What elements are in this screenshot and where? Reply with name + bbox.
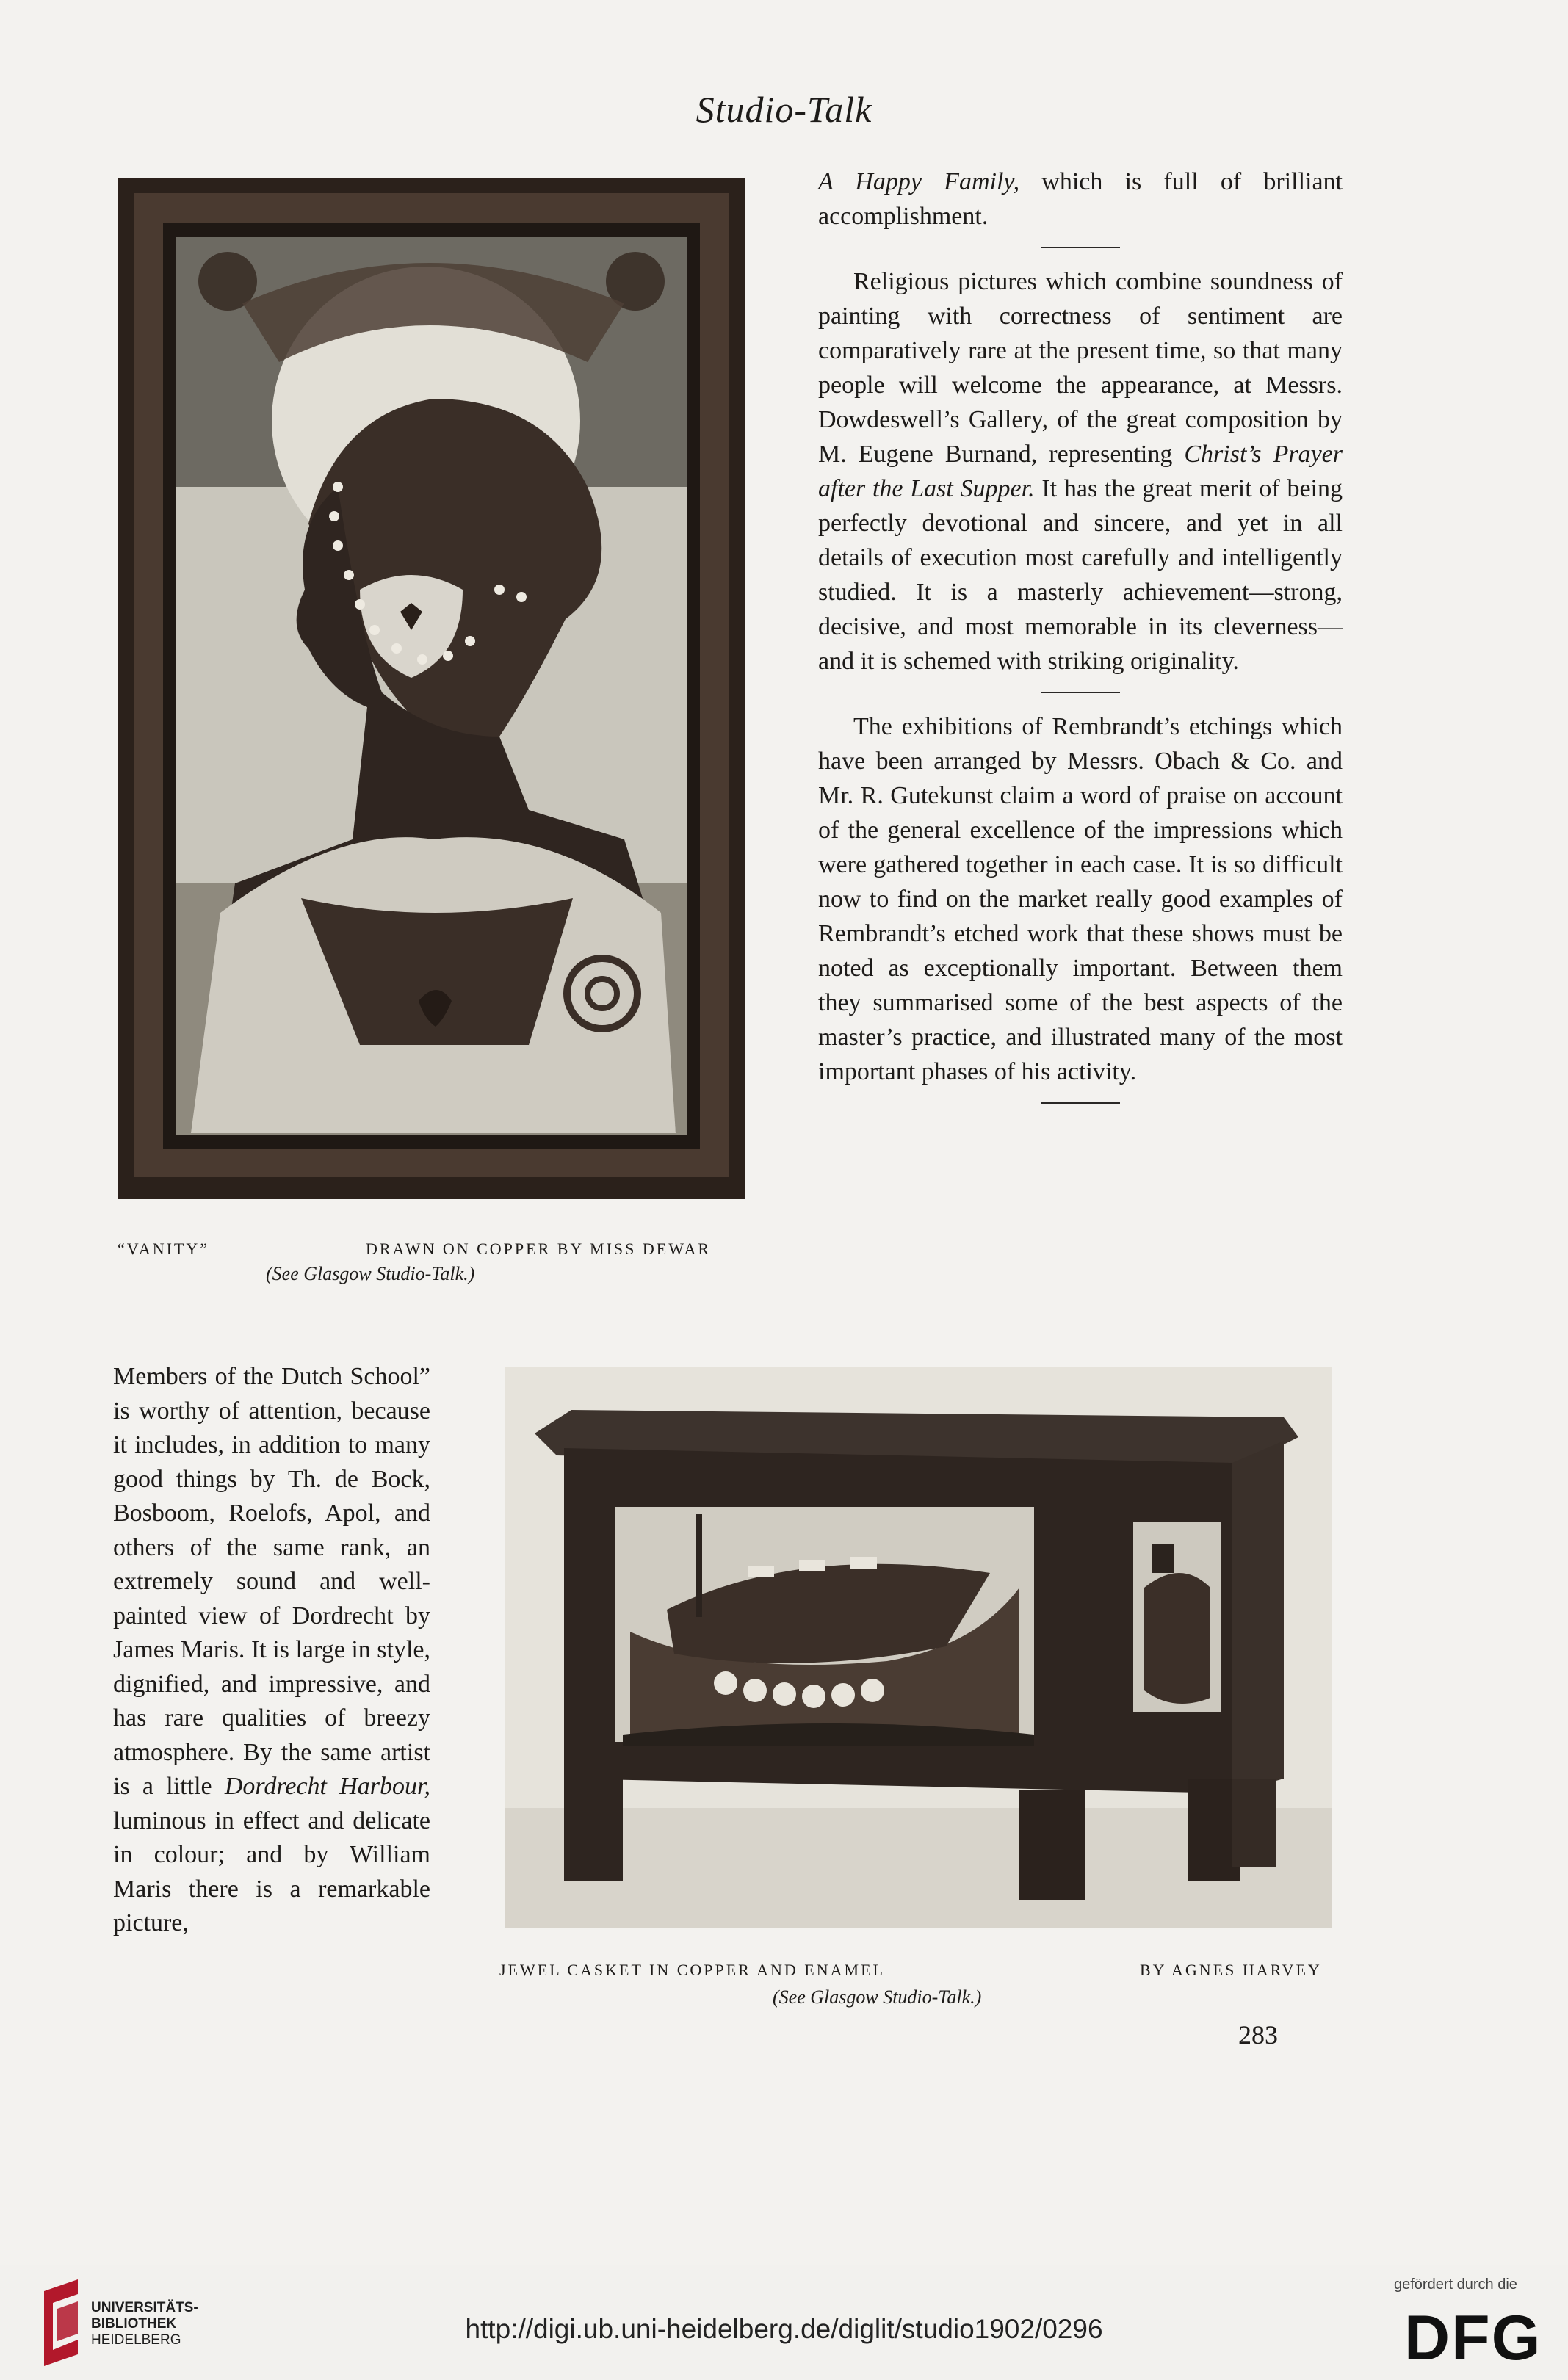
italic-title-christs-prayer: Christ’s Prayer after the Last Supper. bbox=[818, 441, 1343, 502]
figure2-caption-credit: BY AGNES HARVEY bbox=[1140, 1961, 1322, 1979]
library-name-line: UNIVERSITÄTS- bbox=[91, 2300, 198, 2315]
figure2-caption-reference: (See Glasgow Studio-Talk.) bbox=[773, 1986, 982, 2008]
paragraph-text: luminous in effect and delicate in colour; and by William Maris there is a remarkable picture, bbox=[113, 1806, 430, 1936]
paragraph-text: It has the great merit of being perfectly devotional and sincere, and yet in all details of execution most carefully and intelligently studied. It is a masterly achievement—strong, decisive, and most memorable in its cleverness—and it is schemed with striking originality. bbox=[818, 475, 1343, 675]
dfg-logo: DFG bbox=[1404, 2303, 1542, 2373]
vanity-illustration bbox=[118, 178, 745, 1199]
figure1-caption-reference: (See Glasgow Studio-Talk.) bbox=[266, 1263, 475, 1284]
paragraph-text: Members of the Dutch School” is worthy of attention, because it includes, in addition to many good things by Th. de Bock, Bosboom, Roelofs, Apol, and others of the same rank, an extremely sound and well-painted view of Dordrecht by James Maris. It is large in style, dignified, and impressive, and has rare qualities of breezy atmosphere. By the same artist is a little bbox=[113, 1363, 430, 1800]
library-name-line: HEIDELBERG bbox=[91, 2332, 181, 2348]
document-url-link[interactable]: http://digi.ub.uni-heidelberg.de/diglit/studio1902/0296 bbox=[465, 2314, 1103, 2344]
figure1-caption-credit: DRAWN ON COPPER BY MISS DEWAR bbox=[366, 1240, 712, 1258]
paragraph-religious-pictures bbox=[818, 264, 1343, 679]
paragraph-text: Religious pictures which combine soundness of painting with correctness of sentiment are comparatively rare at the present time, so that many people will welcome the appearance, at Messrs. Dowdeswell’s Gallery, of the great composition by M. Eugene Burnand, representing bbox=[818, 268, 1343, 468]
library-name-line: BIBLIOTHEK bbox=[91, 2316, 177, 2332]
section-divider bbox=[1041, 247, 1120, 248]
funding-note: gefördert durch die bbox=[1394, 2276, 1517, 2293]
paragraph-text: which is full of brilliant accomplishment. bbox=[818, 168, 1343, 230]
right-column-text bbox=[818, 164, 1343, 1120]
jewel-casket-illustration bbox=[505, 1367, 1332, 1928]
paragraph-rembrandt: The exhibitions of Rembrandt’s etchings which have been arranged by Messrs. Obach & Co. and Mr. R. Gutekunst claim a word of praise on account of the general excellence of the impressions which were gathered together in each case. It is so difficult now to find on the market really good examples of Rembrandt’s etched work that these shows must be noted as exceptionally important. Between them they summarised some of the best aspects of the master’s practice, and illustrated many of the most important phases of his activity. bbox=[818, 713, 1343, 1085]
italic-title-dordrecht-harbour: Dordrecht Harbour, bbox=[224, 1773, 431, 1800]
left-column-text bbox=[113, 1360, 430, 1941]
paragraph-dutch-school bbox=[113, 1360, 430, 1941]
section-divider bbox=[1041, 1102, 1120, 1104]
page-number: 283 bbox=[1238, 2020, 1278, 2050]
italic-title-happy-family: A Happy Family, bbox=[818, 168, 1020, 195]
figure2-caption-title: JEWEL CASKET IN COPPER AND ENAMEL bbox=[499, 1961, 885, 1979]
figure1-caption-title: “VANITY” bbox=[118, 1240, 210, 1258]
section-divider bbox=[1041, 692, 1120, 693]
paragraph-happy-family bbox=[818, 164, 1343, 234]
running-head: Studio-Talk bbox=[696, 89, 872, 130]
